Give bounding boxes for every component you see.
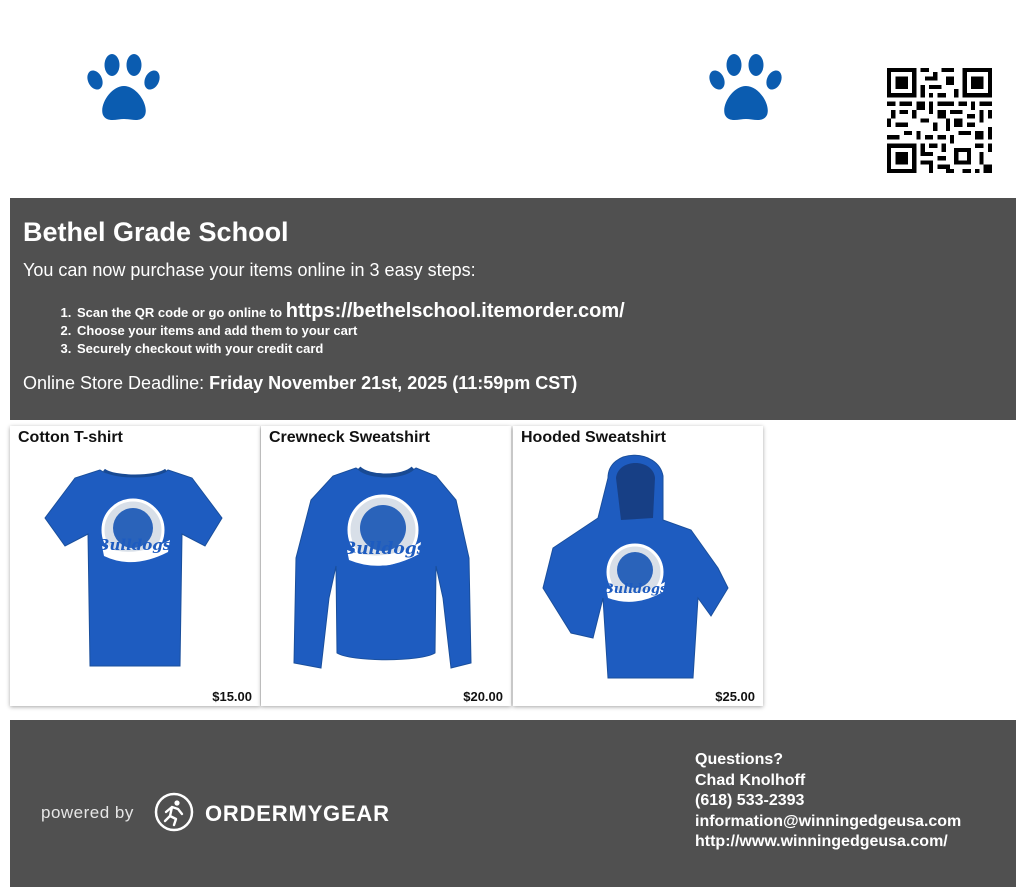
intro-text: You can now purchase your items online in 3 easy steps: [23, 260, 476, 280]
qr-code-icon[interactable] [887, 68, 992, 173]
brand-name: ORDERMYGEAR [205, 801, 390, 826]
step-item [75, 322, 625, 340]
product-price: $25.00 [715, 689, 755, 704]
step-text: Securely checkout with your credit card [77, 341, 324, 356]
deadline [23, 373, 577, 394]
ordermygear-logo-icon [154, 792, 194, 832]
svg-text:Bulldogs: Bulldogs [602, 582, 668, 597]
contact-name: Chad Knolhoff [695, 771, 806, 789]
contact-url[interactable]: http://www.winningedgeusa.com/ [695, 833, 948, 850]
product-name: Hooded Sweatshirt [521, 429, 666, 446]
paw-print-icon [707, 53, 785, 123]
product-card[interactable] [261, 426, 511, 706]
contact-phone[interactable]: (618) 533-2393 [695, 792, 805, 809]
step-item [75, 302, 625, 322]
info-panel [10, 198, 1016, 420]
product-card[interactable] [513, 426, 763, 706]
product-card[interactable] [10, 426, 260, 706]
powered-by-text: powered by [41, 803, 134, 822]
store-url-link[interactable]: https://bethelschool.itemorder.com/ [285, 300, 625, 322]
deadline-value: Friday November 21st, 2025 (11:59pm CST) [209, 373, 578, 393]
step-text: Scan the QR code or go online to [77, 305, 286, 320]
product-name: Cotton T-shirt [18, 429, 123, 446]
t-shirt-icon [10, 448, 260, 688]
svg-text:Bulldogs: Bulldogs [341, 539, 427, 559]
hoodie-icon [513, 448, 763, 688]
svg-text:Bulldogs: Bulldogs [96, 536, 172, 554]
product-name: Crewneck Sweatshirt [269, 429, 430, 446]
steps-list [23, 302, 625, 358]
deadline-label: Online Store Deadline: [23, 373, 210, 393]
product-price: $15.00 [212, 689, 252, 704]
product-price: $20.00 [463, 689, 503, 704]
step-item [75, 340, 625, 358]
contact-heading: Questions? [695, 751, 784, 768]
school-name: Bethel Grade School [23, 217, 289, 247]
paw-print-icon [85, 53, 163, 123]
contact-block [695, 750, 961, 853]
step-text: Choose your items and add them to your cart [77, 323, 358, 338]
contact-email[interactable]: information@winningedgeusa.com [695, 812, 962, 830]
sweatshirt-icon [261, 448, 511, 688]
footer [10, 720, 1016, 887]
